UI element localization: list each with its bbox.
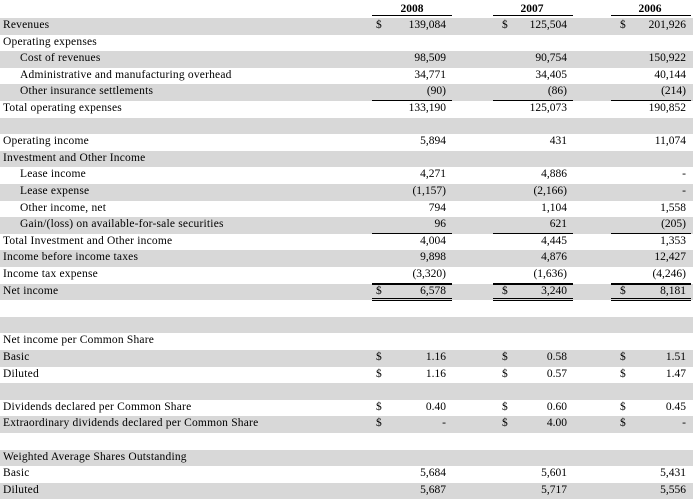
year-underline (372, 15, 452, 16)
table-row (0, 201, 693, 218)
table-row (0, 134, 693, 151)
table-row (0, 350, 693, 367)
cell-value: 5,717 (541, 483, 567, 496)
dollar-sign: $ (620, 19, 626, 31)
row-label: Income tax expense (3, 268, 98, 280)
cell-value: 34,771 (414, 68, 446, 81)
row-label: Lease expense (20, 185, 90, 197)
cell-value: (1,636) (533, 268, 567, 280)
dollar-sign: $ (502, 367, 508, 380)
dollar-sign: $ (502, 19, 508, 31)
cell-value: 11,074 (654, 135, 686, 148)
table-row (0, 400, 693, 417)
table-row (0, 234, 693, 251)
table-row (0, 184, 693, 201)
cell-value: (90) (426, 85, 446, 98)
year-header-2006: 2006 (638, 3, 662, 15)
table-row (0, 101, 693, 118)
row-label: Diluted (3, 483, 39, 496)
year-underline (493, 15, 573, 16)
cell-value: 6,578 (420, 284, 446, 297)
table-row (0, 450, 693, 467)
cell-value: 4,004 (420, 234, 446, 247)
dollar-sign: $ (620, 417, 626, 430)
dollar-sign: $ (376, 19, 382, 31)
row-label: Net income per Common Share (3, 334, 155, 347)
cell-value: 98,509 (414, 52, 446, 65)
row-label: Dividends declared per Common Share (3, 400, 192, 413)
table-row (0, 68, 693, 85)
dollar-sign: $ (620, 284, 626, 297)
cell-value: 5,556 (660, 483, 686, 496)
row-label: Investment and Other Income (3, 151, 146, 164)
cell-value: 794 (428, 201, 446, 214)
cell-value: 621 (549, 218, 567, 231)
row-label: Basic (3, 467, 30, 480)
cell-value: 0.60 (546, 400, 567, 413)
row-label: Gain/(loss) on available-for-sale securities (20, 218, 224, 231)
cell-value: 1,353 (660, 234, 686, 247)
cell-value: 0.58 (546, 351, 567, 363)
cell-value: - (442, 417, 446, 430)
cell-value: 1.16 (425, 367, 446, 380)
year-header-2007: 2007 (520, 3, 544, 15)
cell-value: - (682, 185, 686, 197)
row-label: Other income, net (20, 201, 107, 214)
cell-value: 1.51 (665, 351, 686, 363)
row-label: Total Investment and Other income (3, 234, 173, 247)
cell-value: 0.40 (425, 400, 446, 413)
table-row (0, 284, 693, 301)
table-row (0, 333, 693, 350)
cell-value: 125,504 (529, 19, 567, 31)
year-header-row (0, 0, 693, 17)
dollar-sign: $ (620, 367, 626, 380)
row-label: Total operating expenses (3, 102, 122, 114)
cell-value: (86) (547, 85, 567, 98)
row-label: Operating expenses (3, 35, 97, 48)
row-label: Income before income taxes (3, 251, 139, 264)
cell-value: 201,926 (648, 19, 686, 31)
year-header-2008: 2008 (400, 3, 424, 15)
dollar-sign: $ (502, 284, 508, 297)
cell-value: 1,104 (541, 201, 567, 214)
cell-value: (2,166) (533, 185, 567, 197)
table-row (0, 367, 693, 384)
cell-value: 9,898 (420, 251, 446, 264)
table-row (0, 151, 693, 168)
table-row (0, 167, 693, 184)
total-top-rule (372, 284, 452, 285)
dollar-sign: $ (620, 351, 626, 363)
cell-value: 1,558 (660, 201, 686, 214)
row-label: Lease income (20, 168, 86, 181)
table-row (0, 217, 693, 234)
cell-value: 5,894 (420, 135, 446, 148)
cell-value: 8,181 (660, 284, 686, 297)
cell-value: 5,687 (420, 483, 446, 496)
cell-value: 4,271 (420, 168, 446, 181)
row-label: Cost of revenues (20, 52, 101, 65)
cell-value: 12,427 (654, 251, 686, 264)
cell-value: (214) (661, 85, 686, 98)
cell-value: (3,320) (412, 268, 446, 280)
year-underline (611, 15, 691, 16)
cell-value: 0.45 (665, 400, 686, 413)
cell-value: 4,876 (541, 251, 567, 264)
table-row (0, 383, 693, 400)
cell-value: - (682, 168, 686, 181)
cell-value: 1.47 (665, 367, 686, 380)
total-top-rule (493, 284, 573, 285)
cell-value: 5,601 (541, 467, 567, 480)
row-label: Extraordinary dividends declared per Common Share (3, 417, 259, 430)
dollar-sign: $ (376, 367, 382, 380)
cell-value: 40,144 (654, 68, 686, 81)
dollar-sign: $ (502, 400, 508, 413)
table-row (0, 84, 693, 101)
cell-value: 96 (434, 218, 446, 231)
dollar-sign: $ (376, 351, 382, 363)
row-label: Weighted Average Shares Outstanding (3, 450, 187, 463)
cell-value: 4,445 (541, 234, 567, 247)
row-label: Administrative and manufacturing overhead (20, 68, 232, 81)
cell-value: 150,922 (648, 52, 686, 65)
table-row (0, 300, 693, 317)
dollar-sign: $ (376, 417, 382, 430)
row-label: Diluted (3, 367, 39, 380)
table-row (0, 433, 693, 450)
dollar-sign: $ (502, 351, 508, 363)
table-row (0, 317, 693, 334)
cell-value: 133,190 (408, 102, 446, 114)
table-row (0, 466, 693, 483)
cell-value: 5,431 (660, 467, 686, 480)
row-label: Other insurance settlements (20, 85, 154, 98)
cell-value: - (682, 417, 686, 430)
cell-value: (1,157) (412, 185, 446, 197)
dollar-sign: $ (376, 400, 382, 413)
cell-value: 431 (549, 135, 567, 148)
row-label: Net income (3, 284, 59, 297)
cell-value: 1.16 (425, 351, 446, 363)
cell-value: 4,886 (541, 168, 567, 181)
row-label: Operating income (3, 135, 89, 148)
cell-value: 4.00 (546, 417, 567, 430)
cell-value: 0.57 (546, 367, 567, 380)
cell-value: 3,240 (541, 284, 567, 297)
cell-value: 5,684 (420, 467, 446, 480)
table-row (0, 118, 693, 135)
dollar-sign: $ (620, 400, 626, 413)
total-top-rule (611, 284, 691, 285)
cell-value: 34,405 (535, 68, 567, 81)
cell-value: 90,754 (535, 52, 567, 65)
table-row (0, 416, 693, 433)
table-row (0, 18, 693, 35)
cell-value: (205) (661, 218, 686, 231)
dollar-sign: $ (502, 417, 508, 430)
cell-value: 125,073 (529, 102, 567, 114)
cell-value: 139,084 (408, 19, 446, 31)
cell-value: 190,852 (648, 102, 686, 114)
table-row (0, 51, 693, 68)
table-row (0, 250, 693, 267)
table-row (0, 267, 693, 284)
row-label: Revenues (3, 19, 50, 31)
table-row (0, 35, 693, 52)
cell-value: (4,246) (652, 268, 686, 280)
dollar-sign: $ (376, 284, 382, 297)
row-label: Basic (3, 351, 30, 363)
